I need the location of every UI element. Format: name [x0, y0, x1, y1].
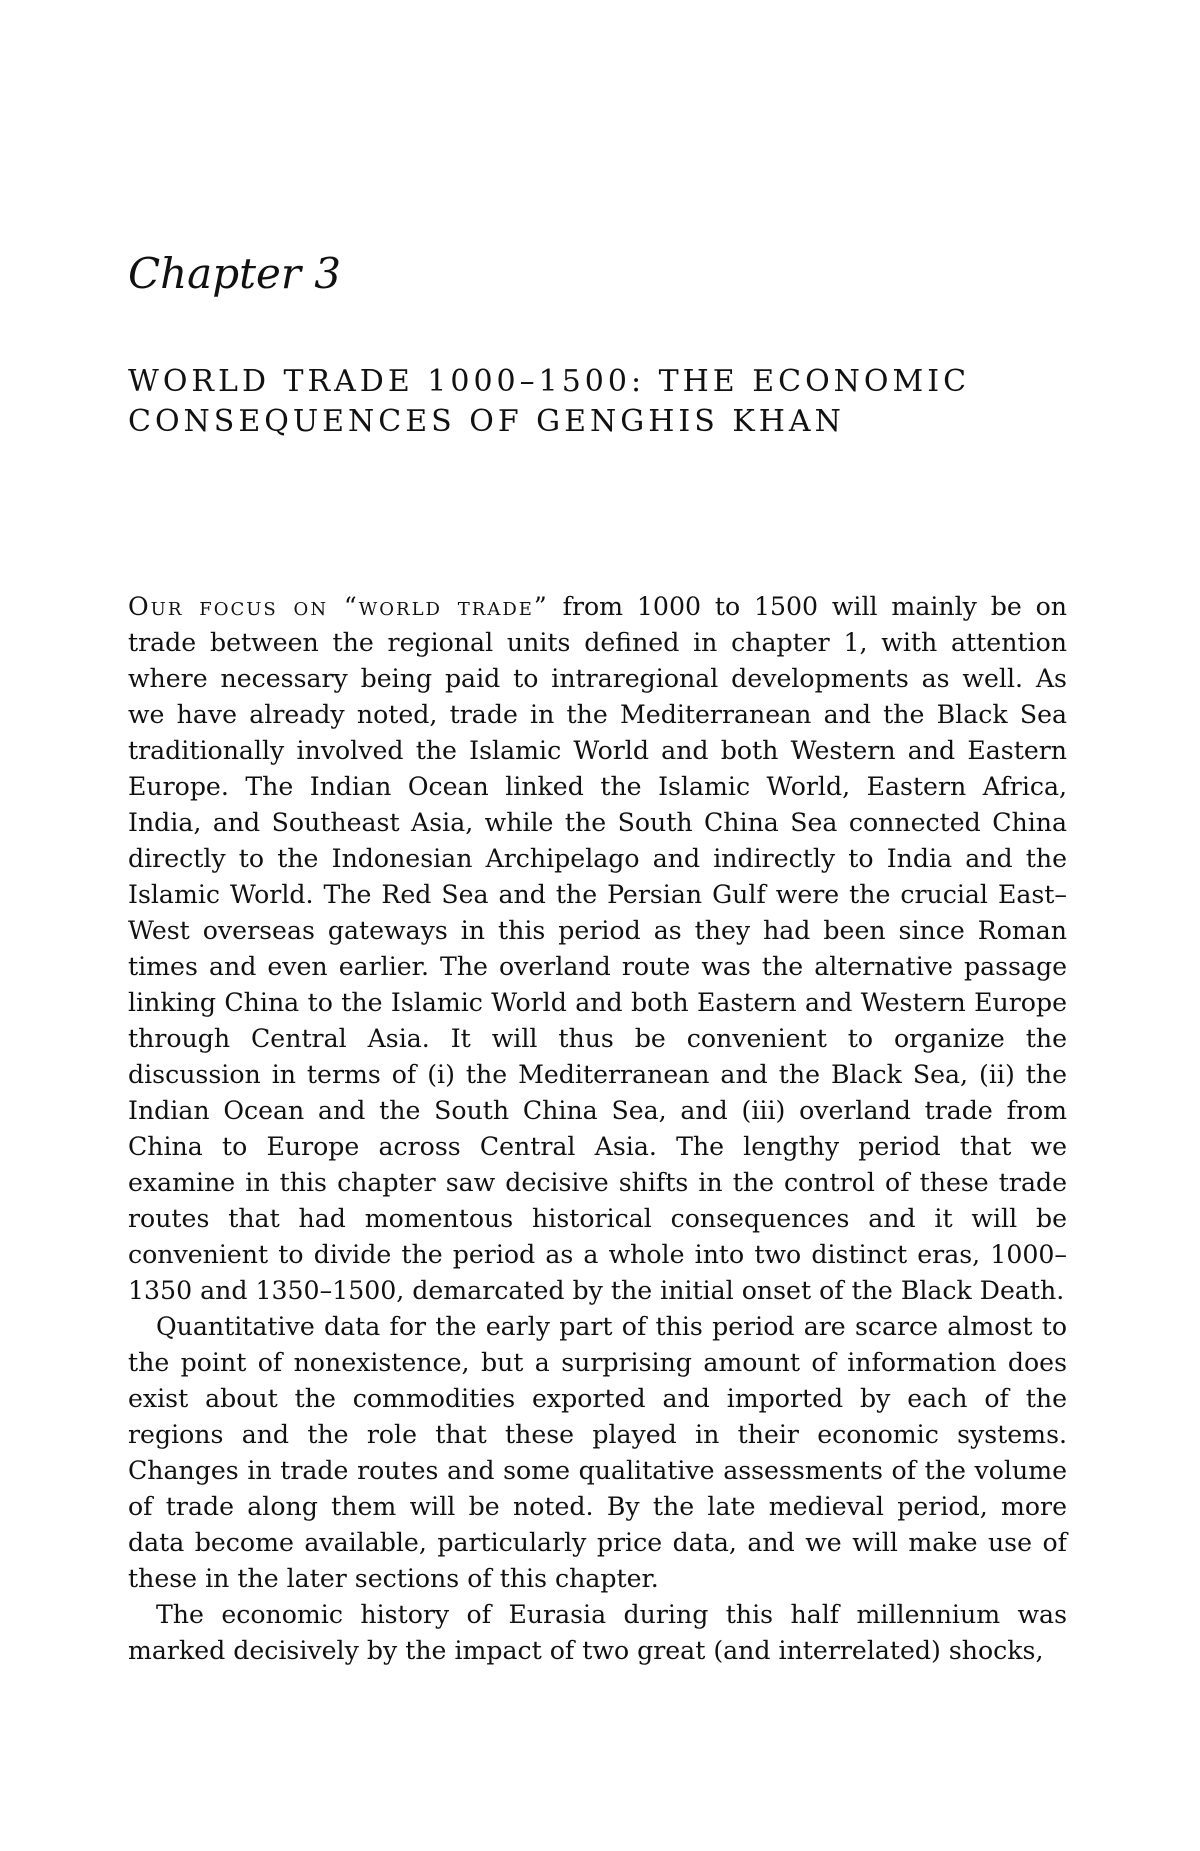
paragraph-3: The economic history of Eurasia during this half millennium was marked decisively by the impact of two great (and interrelated) shocks,	[128, 1600, 1067, 1665]
chapter-title-line-2: CONSEQUENCES OF GENGHIS KHAN	[128, 404, 845, 439]
chapter-title	[128, 362, 1088, 442]
chapter-label: Chapter 3	[128, 249, 341, 298]
paragraph-1-text: from 1000 to 1500 will mainly be on trade between the regional units defined in chapter 1, with attention where necessary being paid to intraregional developments as well. As we have already noted, trade in the Mediterranean and the Black Sea traditionally involved the Islamic World and both Western and Eastern Europe. The Indian Ocean linked the Islamic World, Eastern Africa, India, and Southeast Asia, while the South China Sea connected China directly to the Indonesian Archipelago and indirectly to India and the Islamic World. The Red Sea and the Persian Gulf were the crucial East–West overseas gateways in this period as they had been since Roman times and even earlier. The overland route was the alternative passage linking China to the Islamic World and both Eastern and Western Europe through Central Asia. It will thus be convenient to organize the discussion in terms of (i) the Mediterranean and the Black Sea, (ii) the Indian Ocean and the South China Sea, and (iii) overland trade from China to Europe across Central Asia. The lengthy period that we examine in this chapter saw decisive shifts in the control of these trade routes that had momentous historical consequences and it will be convenient to divide the period as a whole into two distinct eras, 1000–1350 and 1350–1500, demarcated by the initial onset of the Black Death.	[128, 592, 1067, 1305]
paragraph-1	[128, 589, 1067, 1309]
body-text	[128, 589, 1067, 1669]
paragraph-1-lead-in: Our focus on “world trade”	[128, 592, 549, 621]
chapter-title-line-1: WORLD TRADE 1000–1500: THE ECONOMIC	[128, 364, 971, 399]
paragraph-2: Quantitative data for the early part of this period are scarce almost to the point of nonexistence, but a surprising amount of information does exist about the commodities exported and imported by each of the regions and the role that these played in their economic systems. Changes in trade routes and some qualitative assessments of the volume of trade along them will be noted. By the late medieval period, more data become available, particularly price data, and we will make use of these in the later sections of this chapter.	[128, 1312, 1067, 1593]
